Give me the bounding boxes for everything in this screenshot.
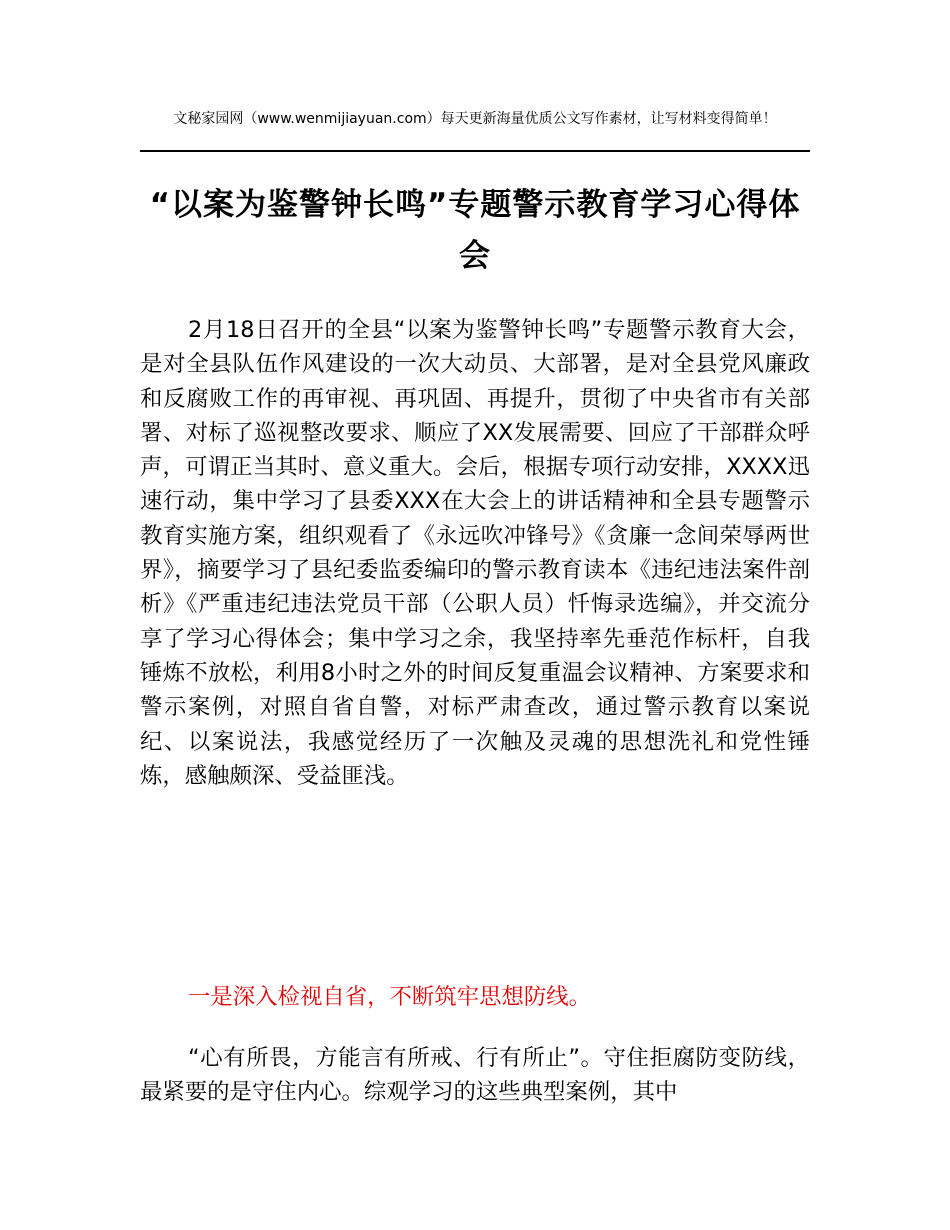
site-header-note: 文秘家园网（www.wenmijiayuan.com）每天更新海量优质公文写作素材，让写材料变得简单！ [173, 111, 777, 127]
body-paragraph: “心有所畏，方能言有所戒、行有所止”。守住拒腐防变防线，最紧要的是守住内心。综观学习的这些典型案例，其中 [140, 1045, 810, 1106]
section-heading: 一是深入检视自省，不断筑牢思想防线。 [188, 984, 592, 1010]
body-paragraph: 2月18日召开的全县“以案为鉴警钟长鸣”专题警示教育大会，是对全县队伍作风建设的一次大动员、大部署，是对全县党风廉政和反腐败工作的再审视、再巩固、再提升，贯彻了中央省市有关部署、对标了巡视整改要求、顺应了XX发展需要、回应了干部群众呼声，可谓正当其时、意义重大。会后，根据专项行动安排，XXXX迅速行动，集中学习了县委XXX在大会上的讲话精神和全县专题警示教育实施方案，组织观看了《永远吹冲锋号》《贪廉一念间荣辱两世界》，摘要学习了县纪委监委编印的警示教育读本《违纪违法案件剖析》《严重违纪违法党员干部（公职人员）忏悔录选编》，并交流分享了学习心得体会；集中学习之余，我坚持率先垂范作标杆，自我锤炼不放松，利用8小时之外的时间反复重温会议精神、方案要求和警示案例，对照自省自警，对标严肃查改，通过警示教育以案说纪、以案说法，我感觉经历了一次触及灵魂的思想洗礼和党性锤炼，感触颇深、受益匪浅。 [140, 317, 810, 789]
document-title: “以案为鉴警钟长鸣”专题警示教育学习心得体会 [149, 187, 801, 274]
header-divider [140, 150, 810, 152]
